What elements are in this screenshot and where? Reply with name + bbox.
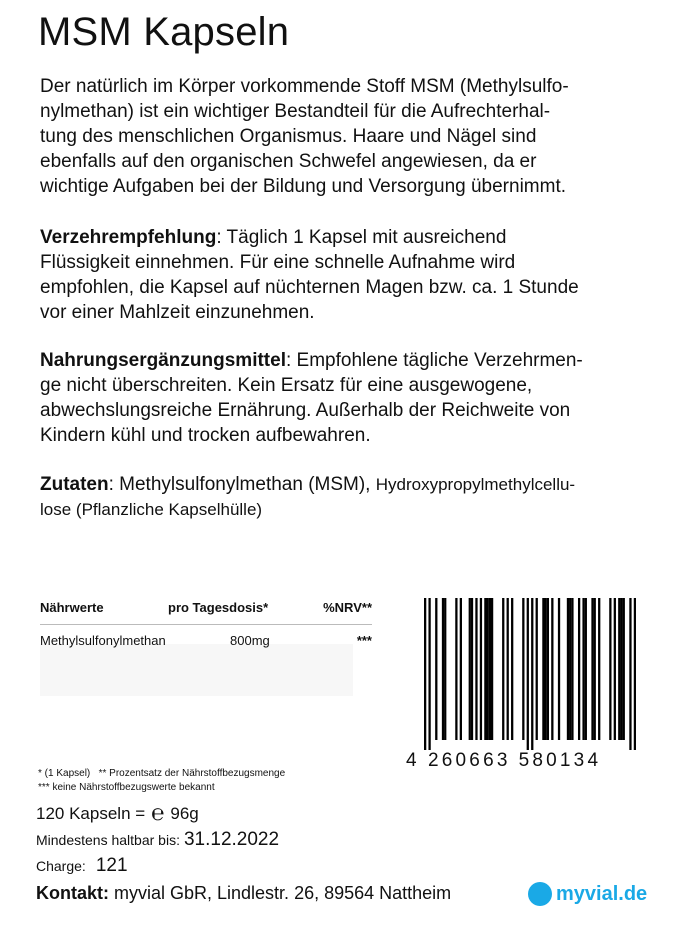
barcode-bar (547, 598, 549, 740)
supplement-line: Kindern kühl und trocken aufbewahren. (40, 425, 371, 446)
brand-dot-icon (528, 882, 552, 906)
supplement-paragraph (40, 348, 670, 448)
barcode-bar (594, 598, 596, 740)
nutrition-row-dose: 800mg (230, 632, 270, 648)
estimated-sign-icon: ℮ (151, 800, 165, 825)
barcode-digits (406, 750, 636, 772)
barcode-bar (469, 598, 471, 740)
barcode-bar (480, 598, 482, 740)
ingredients-paragraph (40, 472, 670, 522)
intro-line: Der natürlich im Körper vorkommende Stoff MSM (Methylsulfo- (40, 76, 569, 97)
barcode-bar (502, 598, 504, 740)
ingredients-small: Hydroxypropylmethylcellu- (375, 475, 576, 494)
intro-line: wichtige Aufgaben bei der Bildung und Versorgung übernimmt. (40, 176, 567, 197)
barcode-bar (545, 598, 547, 740)
barcode (424, 598, 636, 750)
charge-label: Charge: (36, 858, 86, 874)
barcode-bar (591, 598, 593, 740)
intro-line: nylmethan) ist ein wichtiger Bestandteil für die Aufrechterhal- (40, 101, 551, 122)
barcode-bar (620, 598, 622, 740)
footnote-capsule: * (1 Kapsel) (38, 768, 91, 779)
nutrition-header-nrv: %NRV** (323, 599, 372, 615)
barcode-bar (428, 598, 430, 750)
quantity-weight: 96g (170, 804, 199, 823)
barcode-bar (614, 598, 616, 740)
recommendation-line: Flüssigkeit einnehmen. Für eine schnelle Aufnahme wird (40, 252, 516, 273)
barcode-bar (424, 598, 426, 750)
nutrition-row-name: Methylsulfonylmethan (40, 632, 166, 648)
supplement-line: ge nicht überschreiten. Kein Ersatz für eine ausgewogene, (40, 375, 533, 396)
barcode-bar (522, 598, 524, 740)
barcode-bar (486, 598, 488, 740)
barcode-bar (455, 598, 457, 740)
best-before-line (36, 829, 279, 851)
barcode-bar (531, 598, 533, 750)
intro-paragraph (40, 74, 670, 199)
barcode-group-left: 260663 (428, 750, 511, 771)
supplement-line: : Empfohlene tägliche Verzehrmen- (285, 350, 583, 371)
barcode-bar (507, 598, 509, 740)
barcode-bar (609, 598, 611, 740)
nutrition-header-row (40, 596, 372, 618)
table-row (40, 625, 372, 655)
barcode-bar (634, 598, 636, 750)
intro-line: tung des menschlichen Organismus. Haare und Nägel sind (40, 126, 537, 147)
ingredients-label: Zutaten (40, 474, 109, 495)
footnote-nrv: ** Prozentsatz der Nährstoffbezugsmenge (98, 768, 286, 779)
barcode-bar (536, 598, 538, 740)
quantity-prefix: 120 Kapseln = (36, 804, 146, 823)
barcode-bar (629, 598, 631, 750)
barcode-bar (484, 598, 486, 740)
barcode-bar (585, 598, 587, 740)
barcode-bar (571, 598, 573, 740)
nutrition-header-dose: pro Tagesdosis* (168, 599, 269, 615)
barcode-bar (435, 598, 437, 740)
barcode-first-digit: 4 (406, 750, 417, 771)
barcode-bar (578, 598, 580, 740)
barcode-bar (567, 598, 569, 740)
best-before-date: 31.12.2022 (183, 829, 280, 850)
nutrition-header-name: Nährwerte (40, 599, 104, 615)
brand-logo (528, 882, 647, 906)
contact-line (36, 883, 451, 904)
ingredients-small: lose (Pflanzliche Kapselhülle) (40, 500, 263, 519)
barcode-bar (444, 598, 446, 740)
supplement-line: abwechslungsreiche Ernährung. Außerhalb der Reichweite von (40, 400, 571, 421)
recommendation-label: Verzehrempfehlung (40, 227, 217, 248)
barcode-bar (471, 598, 473, 740)
nutrition-table (40, 596, 372, 655)
barcode-bar (475, 598, 477, 740)
barcode-bar (551, 598, 553, 740)
barcode-bar (623, 598, 625, 740)
barcode-bar (460, 598, 462, 740)
barcode-bar (491, 598, 493, 740)
barcode-bar (489, 598, 491, 740)
recommendation-line: empfohlen, die Kapsel auf nüchternen Magen bzw. ca. 1 Stunde (40, 277, 579, 298)
recommendation-line: : Täglich 1 Kapsel mit ausreichend (216, 227, 507, 248)
contact-label: Kontakt: (36, 883, 109, 903)
barcode-group-right: 580134 (518, 750, 602, 771)
recommendation-line: vor einer Mahlzeit einzunehmen. (40, 302, 315, 323)
barcode-bar (442, 598, 444, 740)
barcode-bar (569, 598, 571, 740)
barcode-bar (542, 598, 544, 740)
supplement-label: Nahrungsergänzungsmittel (40, 350, 286, 371)
quantity-line (36, 802, 199, 826)
barcode-bar (618, 598, 620, 740)
contact-text: myvial GbR, Lindlestr. 26, 89564 Nattheim (109, 883, 452, 903)
nutrition-row-nrv: *** (356, 632, 372, 648)
charge-line (36, 855, 128, 877)
barcode-bar (511, 598, 513, 740)
page-title: MSM Kapseln (38, 10, 290, 54)
barcode-bar (598, 598, 600, 740)
charge-value: 121 (95, 855, 128, 876)
barcode-bar (558, 598, 560, 740)
ingredients-main: : Methylsulfonylmethan (MSM), (108, 474, 376, 495)
barcode-bar (527, 598, 529, 750)
best-before-label: Mindestens haltbar bis: (36, 832, 180, 848)
recommendation-paragraph (40, 225, 670, 325)
intro-line: ebenfalls auf den organischen Schwefel angewiesen, da er (40, 151, 537, 172)
brand-name: myvial.de (556, 882, 648, 905)
footnote-line-1 (38, 768, 285, 779)
footnote-line-2: *** keine Nährstoffbezugswerte bekannt (38, 782, 215, 793)
barcode-bar (582, 598, 584, 740)
